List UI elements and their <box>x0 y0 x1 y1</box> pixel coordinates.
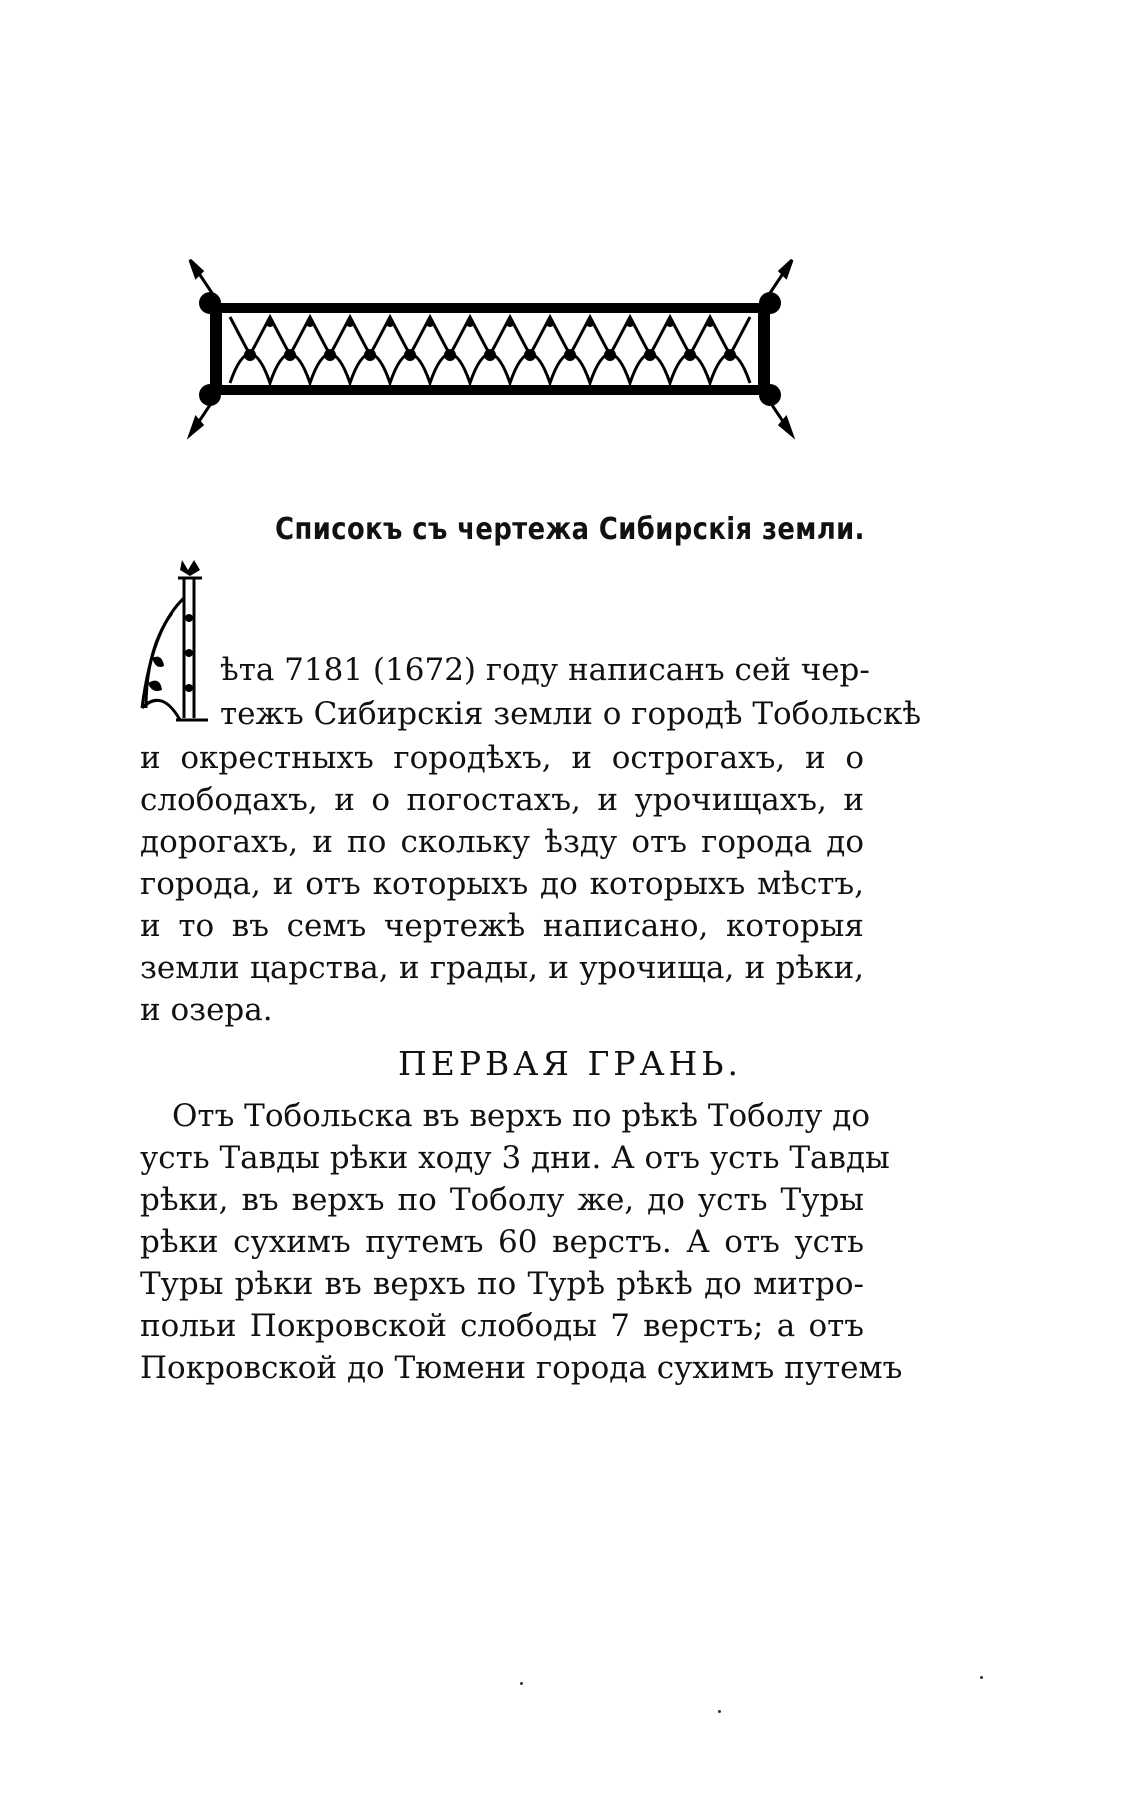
section-line: польи Покровской слободы 7 верстъ; а отъ <box>140 1308 864 1344</box>
scan-speck <box>718 1710 721 1713</box>
scan-speck <box>980 1676 983 1679</box>
intro-line: земли царства, и грады, и урочища, и рѣки, <box>140 950 864 986</box>
section-line: рѣки сухимъ путемъ 60 верстъ. А отъ усть <box>140 1224 864 1260</box>
ornamental-headpiece <box>180 255 800 455</box>
intro-line: ѣта 7181 (1672) году написанъ сей чер- <box>220 652 870 688</box>
section-line: Покровской до Тюмени города сухимъ путемъ <box>140 1350 903 1386</box>
drop-cap-letter: Л <box>132 558 133 559</box>
section-line: усть Тавды рѣки ходу 3 дни. А отъ усть Тавды <box>140 1140 890 1176</box>
decorated-initial <box>132 558 212 730</box>
section-heading: ПЕРВАЯ ГРАНЬ. <box>397 1044 742 1083</box>
section-line: Туры рѣки въ верхъ по Турѣ рѣкѣ до митро- <box>140 1266 864 1302</box>
intro-line: и озера. <box>140 992 273 1028</box>
document-title: Списокъ съ чертежа Сибирскія земли. <box>275 512 865 547</box>
section-line: Отъ Тобольска въ верхъ по рѣкѣ Тоболу до <box>172 1098 871 1134</box>
intro-line: дорогахъ, и по скольку ѣзду отъ города до <box>140 824 864 860</box>
intro-line: тежъ Сибирскія земли о городѣ Тобольскѣ <box>220 696 922 732</box>
intro-line: и то въ семъ чертежѣ написано, которыя <box>140 908 864 944</box>
section-line: рѣки, въ верхъ по Тоболу же, до усть Туры <box>140 1182 864 1218</box>
scan-speck <box>520 1682 523 1685</box>
intro-line: слободахъ, и о погостахъ, и урочищахъ, и <box>140 782 864 818</box>
intro-line: и окрестныхъ городѣхъ, и острогахъ, и о <box>140 740 864 776</box>
intro-line: города, и отъ которыхъ до которыхъ мѣстъ, <box>140 866 864 902</box>
